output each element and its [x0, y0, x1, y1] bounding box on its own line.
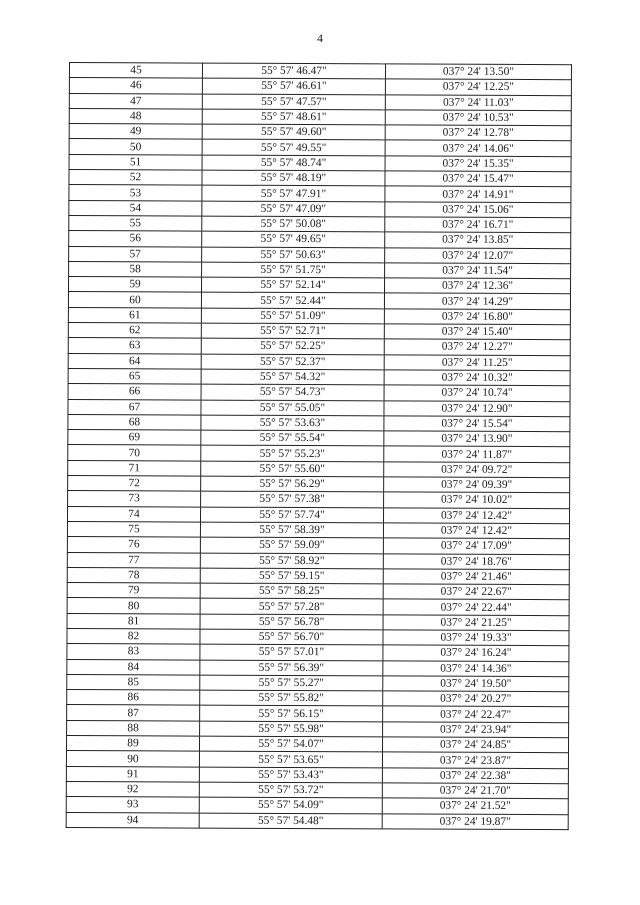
- point-number-cell: 51: [69, 154, 202, 170]
- latitude-cell: 55° 57' 54.07": [199, 736, 382, 752]
- latitude-cell: 55° 57' 58.92": [200, 553, 383, 569]
- latitude-cell: 55° 57' 57.28": [200, 598, 383, 614]
- longitude-cell: 037° 24' 20.27": [383, 691, 569, 707]
- longitude-cell: 037° 24' 15.47": [385, 171, 571, 187]
- longitude-cell: 037° 24' 17.09": [383, 538, 569, 554]
- longitude-cell: 037° 24' 23.94": [383, 722, 569, 738]
- point-number-cell: 48: [69, 108, 202, 124]
- point-number-cell: 49: [69, 124, 202, 140]
- latitude-cell: 55° 57' 49.65": [202, 231, 385, 247]
- point-number-cell: 58: [69, 261, 202, 277]
- point-number-cell: 52: [69, 170, 202, 186]
- longitude-cell: 037° 24' 15.54": [384, 416, 570, 432]
- point-number-cell: 82: [67, 628, 200, 644]
- latitude-cell: 55° 57' 54.32": [201, 369, 384, 385]
- longitude-cell: 037° 24' 12.07": [385, 247, 571, 263]
- point-number-cell: 83: [67, 644, 200, 660]
- longitude-cell: 037° 24' 22.47": [383, 706, 569, 722]
- point-number-cell: 53: [69, 185, 202, 201]
- point-number-cell: 75: [67, 521, 200, 537]
- point-number-cell: 68: [68, 414, 201, 430]
- point-number-cell: 93: [66, 797, 199, 813]
- latitude-cell: 55° 57' 55.23": [201, 446, 384, 462]
- longitude-cell: 037° 24' 21.52": [382, 798, 568, 814]
- point-number-cell: 50: [69, 139, 202, 155]
- coordinates-table: [66, 62, 572, 830]
- point-number-cell: 81: [67, 613, 200, 629]
- point-number-cell: 76: [67, 537, 200, 553]
- latitude-cell: 55° 57' 56.78": [200, 614, 383, 630]
- point-number-cell: 47: [69, 93, 202, 109]
- longitude-cell: 037° 24' 10.74": [384, 385, 570, 401]
- latitude-cell: 55° 57' 55.82": [200, 690, 383, 706]
- point-number-cell: 66: [68, 384, 201, 400]
- point-number-cell: 87: [67, 705, 200, 721]
- latitude-cell: 55° 57' 57.01": [200, 644, 383, 660]
- longitude-cell: 037° 24' 14.91": [385, 186, 571, 202]
- longitude-cell: 037° 24' 19.33": [383, 630, 569, 646]
- latitude-cell: 55° 57' 50.08": [202, 216, 385, 232]
- point-number-cell: 85: [67, 674, 200, 690]
- point-number-cell: 46: [69, 78, 202, 94]
- latitude-cell: 55° 57' 55.05": [201, 400, 384, 416]
- point-number-cell: 78: [67, 567, 200, 583]
- longitude-cell: 037° 24' 12.78": [385, 125, 571, 141]
- longitude-cell: 037° 24' 13.50": [385, 64, 571, 80]
- point-number-cell: 88: [67, 720, 200, 736]
- latitude-cell: 55° 57' 52.71": [201, 323, 384, 339]
- latitude-cell: 55° 57' 53.65": [199, 751, 382, 767]
- longitude-cell: 037° 24' 16.80": [384, 309, 570, 325]
- latitude-cell: 55° 57' 52.25": [201, 338, 384, 354]
- latitude-cell: 55° 57' 51.09": [201, 308, 384, 324]
- latitude-cell: 55° 57' 47.09": [202, 201, 385, 217]
- point-number-cell: 86: [67, 690, 200, 706]
- longitude-cell: 037° 24' 19.50": [383, 676, 569, 692]
- longitude-cell: 037° 24' 14.06": [385, 140, 571, 156]
- latitude-cell: 55° 57' 54.48": [199, 813, 382, 829]
- latitude-cell: 55° 57' 55.98": [200, 721, 383, 737]
- latitude-cell: 55° 57' 48.19": [202, 170, 385, 186]
- longitude-cell: 037° 24' 10.53": [385, 110, 571, 126]
- longitude-cell: 037° 24' 22.44": [383, 599, 569, 615]
- point-number-cell: 89: [66, 736, 199, 752]
- longitude-cell: 037° 24' 18.76": [383, 553, 569, 569]
- page-number: 4: [317, 31, 323, 45]
- longitude-cell: 037° 24' 15.35": [385, 156, 571, 172]
- longitude-cell: 037° 24' 14.29": [384, 293, 570, 309]
- point-number-cell: 90: [66, 751, 199, 767]
- longitude-cell: 037° 24' 19.87": [382, 813, 568, 829]
- point-number-cell: 60: [68, 292, 201, 308]
- longitude-cell: 037° 24' 15.40": [384, 324, 570, 340]
- longitude-cell: 037° 24' 22.38": [382, 768, 568, 784]
- point-number-cell: 57: [69, 246, 202, 262]
- point-number-cell: 63: [68, 338, 201, 354]
- latitude-cell: 55° 57' 56.39": [200, 660, 383, 676]
- latitude-cell: 55° 57' 52.14": [201, 277, 384, 293]
- longitude-cell: 037° 24' 10.32": [384, 370, 570, 386]
- latitude-cell: 55° 57' 52.44": [201, 293, 384, 309]
- point-number-cell: 91: [66, 766, 199, 782]
- longitude-cell: 037° 24' 10.02": [384, 492, 570, 508]
- latitude-cell: 55° 57' 49.60": [202, 124, 385, 140]
- longitude-cell: 037° 24' 21.70": [382, 783, 568, 799]
- latitude-cell: 55° 57' 47.91": [202, 185, 385, 201]
- latitude-cell: 55° 57' 52.37": [201, 354, 384, 370]
- longitude-cell: 037° 24' 12.27": [384, 339, 570, 355]
- latitude-cell: 55° 57' 58.25": [200, 583, 383, 599]
- longitude-cell: 037° 24' 23.87": [382, 752, 568, 768]
- longitude-cell: 037° 24' 12.36": [384, 278, 570, 294]
- latitude-cell: 55° 57' 56.70": [200, 629, 383, 645]
- point-number-cell: 55: [69, 215, 202, 231]
- longitude-cell: 037° 24' 16.24": [383, 645, 569, 661]
- latitude-cell: 55° 57' 53.72": [199, 782, 382, 798]
- latitude-cell: 55° 57' 54.73": [201, 384, 384, 400]
- longitude-cell: 037° 24' 09.72": [384, 462, 570, 478]
- coordinates-table-body: [66, 63, 571, 830]
- longitude-cell: 037° 24' 11.87": [384, 446, 570, 462]
- point-number-cell: 84: [67, 659, 200, 675]
- longitude-cell: 037° 24' 11.03": [385, 94, 571, 110]
- point-number-cell: 61: [68, 307, 201, 323]
- latitude-cell: 55° 57' 46.61": [202, 78, 385, 94]
- longitude-cell: 037° 24' 12.25": [385, 79, 571, 95]
- latitude-cell: 55° 57' 46.47": [202, 63, 385, 79]
- latitude-cell: 55° 57' 56.15": [200, 706, 383, 722]
- longitude-cell: 037° 24' 13.90": [384, 431, 570, 447]
- longitude-cell: 037° 24' 15.06": [385, 202, 571, 218]
- point-number-cell: 65: [68, 368, 201, 384]
- longitude-cell: 037° 24' 12.42": [383, 523, 569, 539]
- latitude-cell: 55° 57' 58.39": [200, 522, 383, 538]
- point-number-cell: 94: [66, 812, 199, 828]
- latitude-cell: 55° 57' 54.09": [199, 797, 382, 813]
- point-number-cell: 70: [68, 445, 201, 461]
- point-number-cell: 77: [67, 552, 200, 568]
- latitude-cell: 55° 57' 48.74": [202, 155, 385, 171]
- latitude-cell: 55° 57' 53.63": [201, 415, 384, 431]
- point-number-cell: 56: [69, 231, 202, 247]
- latitude-cell: 55° 57' 56.29": [201, 476, 384, 492]
- latitude-cell: 55° 57' 59.15": [200, 568, 383, 584]
- point-number-cell: 67: [68, 399, 201, 415]
- longitude-cell: 037° 24' 09.39": [384, 477, 570, 493]
- latitude-cell: 55° 57' 59.09": [200, 537, 383, 553]
- point-number-cell: 62: [68, 323, 201, 339]
- longitude-cell: 037° 24' 16.71": [385, 217, 571, 233]
- longitude-cell: 037° 24' 12.90": [384, 400, 570, 416]
- longitude-cell: 037° 24' 11.25": [384, 355, 570, 371]
- longitude-cell: 037° 24' 11.54": [385, 263, 571, 279]
- point-number-cell: 64: [68, 353, 201, 369]
- point-number-cell: 74: [67, 506, 200, 522]
- point-number-cell: 71: [68, 460, 201, 476]
- point-number-cell: 54: [69, 200, 202, 216]
- latitude-cell: 55° 57' 55.54": [201, 430, 384, 446]
- latitude-cell: 55° 57' 55.27": [200, 675, 383, 691]
- point-number-cell: 69: [68, 430, 201, 446]
- point-number-cell: 59: [68, 277, 201, 293]
- latitude-cell: 55° 57' 48.61": [202, 109, 385, 125]
- latitude-cell: 55° 57' 47.57": [202, 94, 385, 110]
- latitude-cell: 55° 57' 55.60": [201, 461, 384, 477]
- latitude-cell: 55° 57' 53.43": [199, 767, 382, 783]
- latitude-cell: 55° 57' 57.74": [200, 507, 383, 523]
- point-number-cell: 45: [69, 63, 202, 79]
- latitude-cell: 55° 57' 57.38": [201, 491, 384, 507]
- longitude-cell: 037° 24' 21.46": [383, 569, 569, 585]
- latitude-cell: 55° 57' 51.75": [202, 262, 385, 278]
- latitude-cell: 55° 57' 50.63": [202, 247, 385, 263]
- point-number-cell: 73: [68, 491, 201, 507]
- longitude-cell: 037° 24' 14.36": [383, 660, 569, 676]
- longitude-cell: 037° 24' 12.42": [383, 507, 569, 523]
- point-number-cell: 92: [66, 781, 199, 797]
- longitude-cell: 037° 24' 13.85": [385, 232, 571, 248]
- table-row: [66, 812, 568, 829]
- latitude-cell: 55° 57' 49.55": [202, 140, 385, 156]
- point-number-cell: 80: [67, 598, 200, 614]
- longitude-cell: 037° 24' 22.67": [383, 584, 569, 600]
- longitude-cell: 037° 24' 24.85": [382, 737, 568, 753]
- longitude-cell: 037° 24' 21.25": [383, 615, 569, 631]
- point-number-cell: 79: [67, 583, 200, 599]
- point-number-cell: 72: [68, 476, 201, 492]
